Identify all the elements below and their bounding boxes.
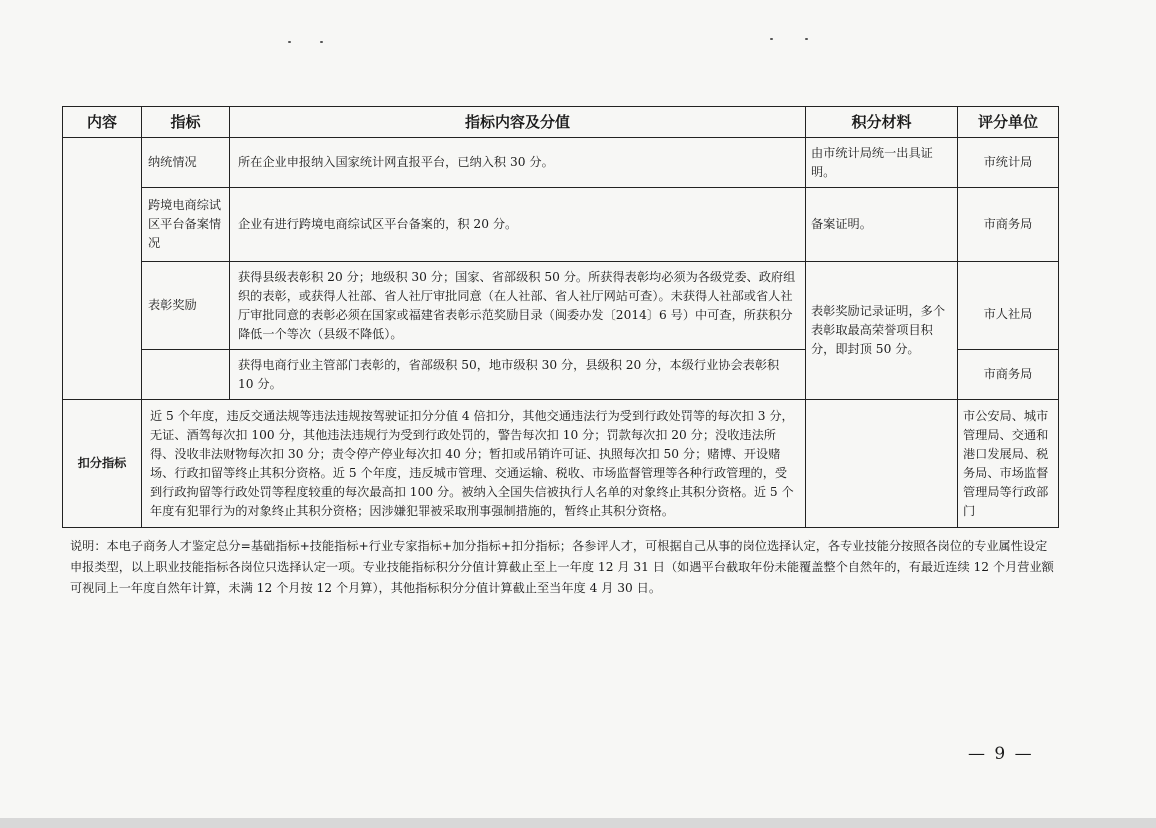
footnote: 说明：本电子商务人才鉴定总分=基础指标+技能指标+行业专家指标+加分指标+扣分指标；各参评人才，可根据自己从事的岗位选择认定，各专业技能分按照各岗位的专业属性设定申报类型，以上职业技能指标各岗位只选择认定一项。专业技能指标积分分值计算截止至上一年度 12 月 31 日（如遇平台截取年份未能覆盖整个自然年的，有最近连续 12 个月营业额可视同上一年度自然年计算，未满 12 个月按 12 个月算），其他指标积分分值计算截止至当年度 4 月 30 日。 (70, 539, 1054, 595)
material-cell: 备案证明。 (806, 188, 958, 262)
header-content-category: 内容 (63, 107, 142, 138)
table-row (63, 400, 1059, 528)
material-cell-empty (806, 400, 958, 528)
unit-cell: 市统计局 (958, 138, 1059, 188)
unit-cell: 市人社局 (958, 262, 1059, 350)
indicator-cell: 表彰奖励 (142, 262, 230, 350)
page-number: — 9 — (968, 744, 1034, 764)
content-cell: 企业有进行跨境电商综试区平台备案的，积 20 分。 (230, 188, 806, 262)
header-indicator-content-score: 指标内容及分值 (230, 107, 806, 138)
unit-cell: 市商务局 (958, 188, 1059, 262)
table-row (63, 262, 1059, 350)
scan-speck (320, 41, 323, 43)
indicator-cell: 纳统情况 (142, 138, 230, 188)
unit-cell: 市商务局 (958, 350, 1059, 400)
table-row (63, 138, 1059, 188)
scan-speck (805, 38, 808, 40)
table-row (63, 188, 1059, 262)
material-cell: 表彰奖励记录证明，多个表彰取最高荣誉项目积分，即封顶 50 分。 (806, 262, 958, 400)
header-scoring-unit: 评分单位 (958, 107, 1059, 138)
content-cell: 所在企业申报纳入国家统计网直报平台，已纳入积 30 分。 (230, 138, 806, 188)
header-indicator: 指标 (142, 107, 230, 138)
table-header-row (63, 107, 1059, 138)
category-cell-empty (63, 138, 142, 400)
indicator-cell: 跨境电商综试区平台备案情况 (142, 188, 230, 262)
scan-speck (288, 41, 291, 43)
content-cell: 获得电商行业主管部门表彰的，省部级积 50，地市级积 30 分，县级积 20 分，本级行业协会表彰积 10 分。 (230, 350, 806, 400)
indicator-cell-empty (142, 350, 230, 400)
scoring-table (62, 106, 1059, 528)
scan-speck (770, 38, 773, 40)
unit-cell: 市公安局、城市管理局、交通和港口发展局、税务局、市场监督管理局等行政部门 (958, 400, 1059, 528)
material-cell: 由市统计局统一出具证明。 (806, 138, 958, 188)
content-cell: 获得县级表彰积 20 分；地级积 30 分；国家、省部级积 50 分。所获得表彰均必须为各级党委、政府组织的表彰，或获得人社部、省人社厅审批同意（在人社部、省人社厅网站可查）。未获得人社部或省人社厅审批同意的表彰必须在国家或福建省表彰示范奖励目录（闽委办发〔2014〕6 号）中可查，所获积分降低一个等次（县级不降低）。 (230, 262, 806, 350)
category-cell: 扣分指标 (63, 400, 142, 528)
header-scoring-material: 积分材料 (806, 107, 958, 138)
content-cell: 近 5 个年度，违反交通法规等违法违规按驾驶证扣分分值 4 倍扣分，其他交通违法行为受到行政处罚等的每次扣 3 分，无证、酒驾每次扣 100 分，其他违法违规行为受到行政处罚的，警告每次扣 10 分；罚款每次扣 20 分；没收违法所得、没收非法财物每次扣 30 分；责令停产停业每次扣 40 分；暂扣或吊销许可证、执照每次扣 50 分；赌博、开设赌场、行政扣留等终止其积分资格。近 5 个年度，违反城市管理、交通运输、税收、市场监督管理等各种行政管理的，受到行政拘留等行政处罚等程度较重的每次最高扣 100 分。被纳入全国失信被执行人名单的对象终止其积分资格。近 5 个年度有犯罪行为的对象终止其积分资格；因涉嫌犯罪被采取刑事强制措施的，暂终止其积分资格。 (142, 400, 806, 528)
scan-bottom-edge (0, 818, 1156, 828)
